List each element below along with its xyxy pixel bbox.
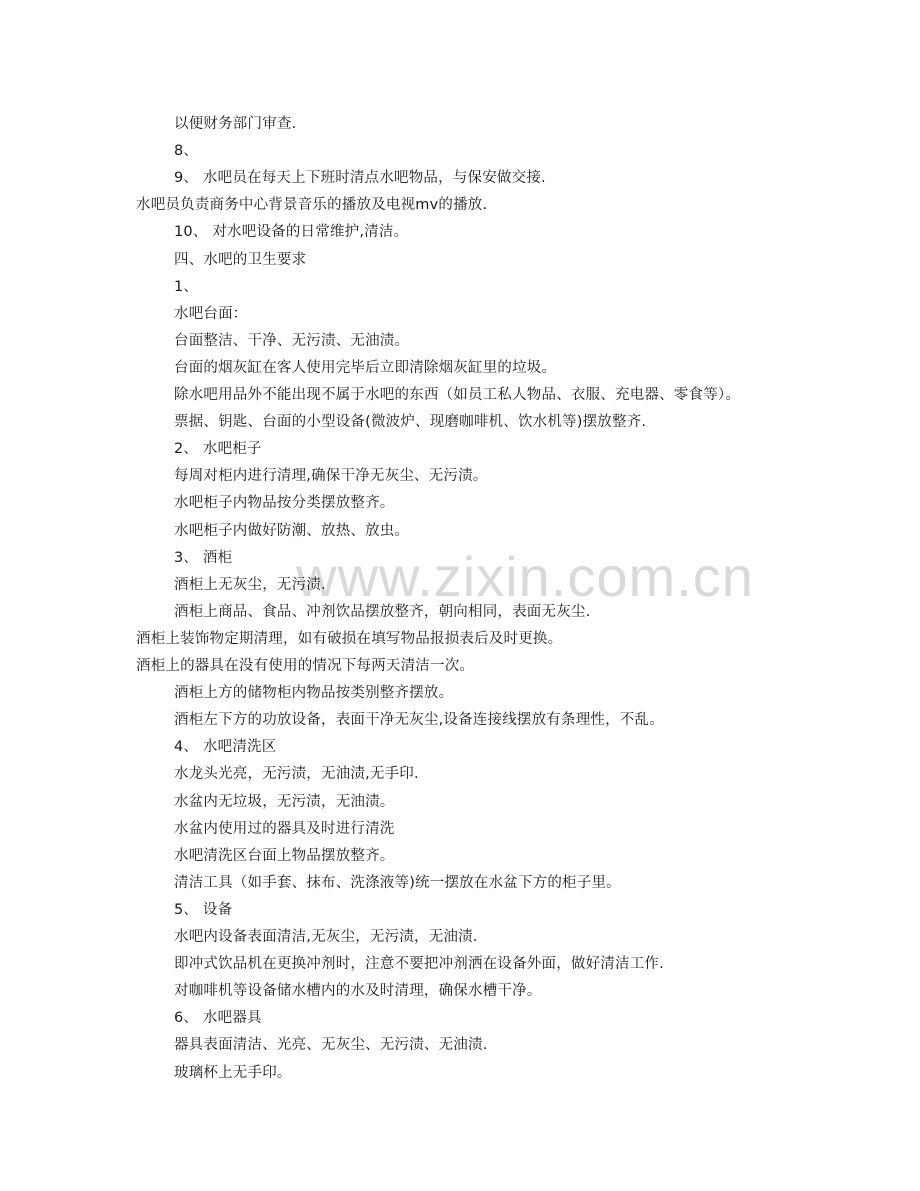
text-line: 以便财务部门审查.: [174, 116, 297, 132]
text-line: 清洁工具（如手套、抹布、洗涤液等)统一摆放在水盆下方的柜子里。: [174, 874, 621, 891]
text-line: 水龙头光亮，无污渍，无油渍,无手印.: [174, 766, 419, 783]
text-line: 酒柜上装饰物定期清理，如有破损在填写物品报损表后及时更换。: [136, 630, 563, 647]
text-line: 水吧柜子内物品按分类摆放整齐。: [174, 495, 395, 512]
text-line: 台面整洁、干净、无污渍、无油渍。: [174, 332, 410, 349]
text-line: 酒柜上无灰尘，无污渍.: [174, 576, 326, 593]
text-line: 水吧柜子内做好防潮、放热、放虫。: [174, 522, 410, 539]
text-line: 每周对柜内进行清理,确保干净无灰尘、无污渍。: [174, 468, 488, 485]
text-line: 6、 水吧器具: [174, 1010, 262, 1027]
text-line: 即冲式饮品机在更换冲剂时，注意不要把冲剂洒在设备外面，做好清洁工作.: [174, 956, 664, 973]
text-line: 水盆内使用过的器具及时进行清洗: [174, 820, 395, 837]
text-line: 水盆内无垃圾，无污渍，无油渍。: [174, 793, 395, 810]
text-line: 4、 水吧清洗区: [174, 739, 277, 756]
text-line: 1、: [174, 278, 199, 295]
text-line: 8、: [174, 143, 199, 160]
text-line: 票据、钥匙、台面的小型设备(微波炉、现磨咖啡机、饮水机等)摆放整齐.: [174, 414, 647, 431]
text-line: 器具表面清洁、光亮、无灰尘、无污渍、无油渍.: [174, 1037, 488, 1054]
text-line: 水吧员负责商务中心背景音乐的播放及电视mv的播放.: [136, 197, 488, 214]
text-line: 2、 水吧柜子: [174, 441, 262, 458]
text-line: 玻璃杯上无手印。: [174, 1064, 292, 1081]
text-line: 9、 水吧员在每天上下班时清点水吧物品，与保安做交接.: [174, 170, 546, 187]
text-line: 3、 酒柜: [174, 549, 233, 566]
text-line: 5、 设备: [174, 901, 233, 918]
text-line: 10、 对水吧设备的日常维护,清洁。: [174, 224, 409, 241]
text-line: 台面的烟灰缸在客人使用完毕后立即清除烟灰缸里的垃圾。: [174, 359, 557, 376]
text-line: 对咖啡机等设备储水槽内的水及时清理，确保水槽干净。: [174, 983, 542, 1000]
text-line: 酒柜左下方的功放设备，表面干净无灰尘,设备连接线摆放有条理性，不乱。: [174, 712, 664, 729]
text-line: 酒柜上方的储物柜内物品按类别整齐摆放。: [174, 685, 454, 702]
text-line: 水吧清洗区台面上物品摆放整齐。: [174, 847, 395, 864]
text-line: 除水吧用品外不能出现不属于水吧的东西（如员工私人物品、衣服、充电器、零食等）。: [174, 387, 741, 403]
text-line: 四、水吧的卫生要求: [174, 251, 307, 268]
text-line: 水吧内设备表面清洁,无灰尘，无污渍，无油渍.: [174, 929, 478, 945]
watermark: www.zixin.com.cn: [296, 545, 754, 608]
text-line: 水吧台面：: [174, 305, 248, 322]
text-line: 酒柜上的器具在没有使用的情况下每两天清洁一次。: [136, 658, 475, 674]
text-line: 酒柜上商品、食品、冲剂饮品摆放整齐，朝向相同，表面无灰尘.: [174, 603, 591, 620]
